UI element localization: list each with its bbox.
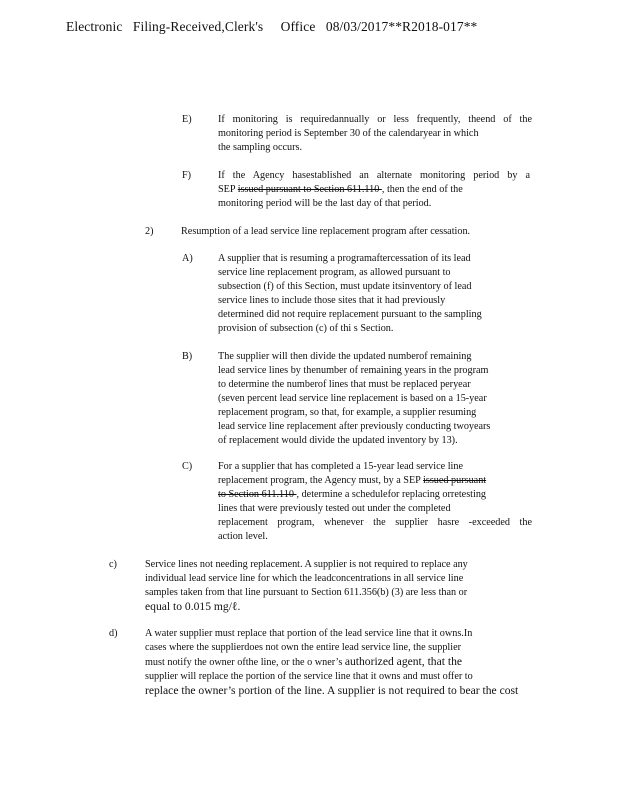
item-label-F: F) xyxy=(182,170,192,181)
item-label-B: B) xyxy=(182,351,193,362)
text-fragment: replacement program, the Agency must, by a SEP xyxy=(218,475,424,486)
item-label-E: E) xyxy=(182,114,192,125)
filing-header: Electronic Filing-Received,Clerk's Office 08/03/2017**R2018-017** xyxy=(66,19,478,34)
text-line: replacement program, so that, for example, a supplier resuming xyxy=(218,407,477,418)
struck-text: issued pursuant xyxy=(423,475,487,486)
text-line: the sampling occurs. xyxy=(218,142,303,153)
item-2-heading xyxy=(181,225,526,239)
text-line: equal to 0.015 mg/ℓ. xyxy=(145,600,241,613)
item-label-c: c) xyxy=(109,559,117,570)
text-line: replace the owner’s portion of the line. A supplier is not required to bear the cost xyxy=(145,684,519,697)
text-line xyxy=(145,655,535,670)
text-line: lead service lines by thenumber of remaining years in the program xyxy=(218,365,489,376)
text-fragment: must notify the owner ofthe line, or the o wner’s xyxy=(145,657,345,668)
item-label-A: A) xyxy=(182,253,193,264)
text-line xyxy=(218,488,532,502)
item-c-text xyxy=(145,558,531,614)
text-line: A supplier that is resuming a programaftercessation of its lead xyxy=(218,253,471,264)
struck-text: to Section 611.110 xyxy=(218,489,297,500)
text-line: lead service line replacement after previously conducting twoyears xyxy=(218,421,491,432)
item-B-text xyxy=(218,350,530,448)
item-E-text xyxy=(218,113,532,155)
item-F-text xyxy=(218,169,530,211)
text-line: action level. xyxy=(218,531,268,542)
text-line: individual lead service line for which the leadconcentrations in all service line xyxy=(145,573,464,584)
item-label-C: C) xyxy=(182,461,193,472)
text-line: (seven percent lead service line replacement is based on a 15-year xyxy=(218,393,487,404)
text-line: of replacement would divide the updated inventory by 13). xyxy=(218,435,458,446)
text-line: If monitoring is requiredannually or less frequently, theend of the xyxy=(218,114,532,125)
text-fragment: SEP xyxy=(218,184,238,195)
text-line: monitoring period is September 30 of the calendaryear in which xyxy=(218,128,479,139)
text-line: Service lines not needing replacement. A supplier is not required to replace any xyxy=(145,559,468,570)
struck-text: issued pursuant to Section 611.110 xyxy=(237,184,382,195)
text-line: A water supplier must replace that portion of the lead service line that it owns.In xyxy=(145,628,473,639)
text-line: The supplier will then divide the updated numberof remaining xyxy=(218,351,472,362)
text-line xyxy=(218,474,532,488)
item-C-text xyxy=(218,460,532,544)
text-line: determined did not require replacement pursuant to the sampling xyxy=(218,309,482,320)
text-line: to determine the numberof lines that must be replaced peryear xyxy=(218,379,471,390)
item-A-text xyxy=(218,252,528,336)
text-fragment: , then the end of the xyxy=(381,184,463,195)
text-line: service line replacement program, as allowed pursuant to xyxy=(218,267,451,278)
text-line: monitoring period will be the last day of that period. xyxy=(218,198,432,209)
text-line: replacement program, whenever the supplier hasre -exceeded the xyxy=(218,517,532,528)
text-line: lines that were previously tested out under the completed xyxy=(218,503,451,514)
text-line: provision of subsection (c) of thi s Section. xyxy=(218,323,394,334)
text-line: subsection (f) of this Section, must update itsinventory of lead xyxy=(218,281,472,292)
text-fragment: authorized agent, that the xyxy=(344,655,463,668)
text-line: service lines to include those sites that it had previously xyxy=(218,295,446,306)
text-line: samples taken from that line pursuant to Section 611.356(b) (3) are less than or xyxy=(145,587,468,598)
text-line: If the Agency hasestablished an alternate monitoring period by a xyxy=(218,170,530,181)
text-line: For a supplier that has completed a 15-year lead service line xyxy=(218,461,463,472)
text-line: supplier will replace the portion of the service line that it owns and must offer to xyxy=(145,671,473,682)
text-fragment: , determine a schedulefor replacing orretesting xyxy=(296,489,487,500)
text-line: cases where the supplierdoes not own the entire lead service line, the supplier xyxy=(145,642,461,653)
item-label-2: 2) xyxy=(145,226,154,237)
text-line xyxy=(218,183,530,197)
item-d-text xyxy=(145,627,535,698)
item-label-d: d) xyxy=(109,628,118,639)
text-line: Resumption of a lead service line replacement program after cessation. xyxy=(181,226,471,237)
